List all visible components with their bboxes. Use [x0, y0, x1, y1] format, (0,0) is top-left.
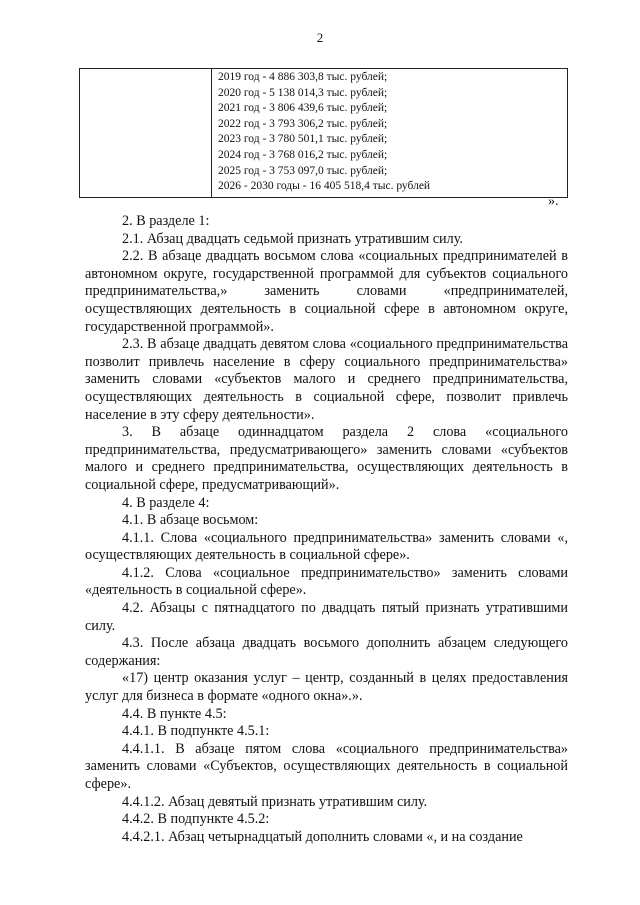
funding-values-cell [212, 69, 568, 198]
funding-line-2021: 2021 год - 3 806 439,6 тыс. рублей; [218, 102, 388, 115]
closing-quote: ». [548, 194, 559, 209]
funding-line-2020: 2020 год - 5 138 014,3 тыс. рублей; [218, 86, 388, 99]
table-empty-cell [80, 69, 212, 198]
paragraph-4-4-2: 4.4.2. В подпункте 4.5.2: [122, 811, 270, 828]
paragraph-4-1: 4.1. В абзаце восьмом: [122, 512, 259, 529]
paragraph-4-4: 4.4. В пункте 4.5: [122, 705, 227, 722]
funding-table [79, 68, 568, 198]
paragraph-4-1-1: 4.1.1. Слова «социального предпринимательства» заменить словами «, осуществляющих деятельность в социальной сфере». [85, 529, 568, 564]
funding-line-2019: 2019 год - 4 886 303,8 тыс. рублей; [218, 71, 388, 83]
paragraph-4-4-1-2: 4.4.1.2. Абзац девятый признать утратившим силу. [122, 793, 428, 810]
paragraph-4-1-2: 4.1.2. Слова «социальное предпринимательство» заменить словами «деятельность в социальной сфере». [85, 564, 568, 599]
funding-line-2025: 2025 год - 3 753 097,0 тыс. рублей; [218, 164, 388, 177]
funding-line-2026-2030: 2026 - 2030 годы - 16 405 518,4 тыс. рублей [218, 180, 431, 193]
paragraph-item-17: «17) центр оказания услуг – центр, созданный в целях предоставления услуг для бизнеса в формате «одного окна».». [85, 670, 568, 705]
paragraph-4-4-2-1: 4.4.2.1. Абзац четырнадцатый дополнить словами «, и на создание [122, 828, 523, 845]
paragraph-4-4-1-1: 4.4.1.1. В абзаце пятом слова «социального предпринимательства» заменить словами «Субъектов, осуществляющих деятельность в социальной сфере». [85, 740, 568, 792]
funding-line-2023: 2023 год - 3 780 501,1 тыс. рублей; [218, 133, 388, 146]
paragraph-2-3: 2.3. В абзаце двадцать девятом слова «социального предпринимательства позволит привлечь население в сферу социального предпринимательства» заменить словами «субъектов малого и среднего предпринимательства, осуществляющих деятельность в социальной сфере, позволит привлечь население в эту сферу деятельности». [85, 336, 568, 423]
funding-line-2024: 2024 год - 3 768 016,2 тыс. рублей; [218, 148, 388, 161]
paragraph-2-2: 2.2. В абзаце двадцать восьмом слова «социальных предпринимателей в автономном округе, государственной программой для субъектов социального предпринимательства,» заменить словами «предпринимателей, осуществляющих деятельность в социальной сфере в автономном округе, государственной программой». [85, 248, 568, 335]
paragraph-2-1: 2.1. Абзац двадцать седьмой признать утратившим силу. [122, 230, 463, 247]
paragraph-4-3: 4.3. После абзаца двадцать восьмого дополнить абзацем следующего содержания: [85, 635, 568, 669]
funding-line-2022: 2022 год - 3 793 306,2 тыс. рублей; [218, 117, 388, 130]
body-text [85, 213, 568, 846]
paragraph-4-4-1: 4.4.1. В подпункте 4.5.1: [122, 723, 270, 740]
page-number: 2 [316, 30, 324, 45]
paragraph-3: 3. В абзаце одиннадцатом раздела 2 слова «социального предпринимательства, предусматривающего» заменить словами «субъектов малого и среднего предпринимательства, осуществляющих деятельность в социальной сфере, предусматривающий». [85, 424, 568, 493]
paragraph-4-2: 4.2. Абзацы с пятнадцатого по двадцать пятый признать утратившими силу. [85, 600, 568, 634]
paragraph-section-1: 2. В разделе 1: [122, 213, 210, 229]
table-row [80, 69, 568, 198]
paragraph-section-4: 4. В разделе 4: [122, 494, 210, 511]
